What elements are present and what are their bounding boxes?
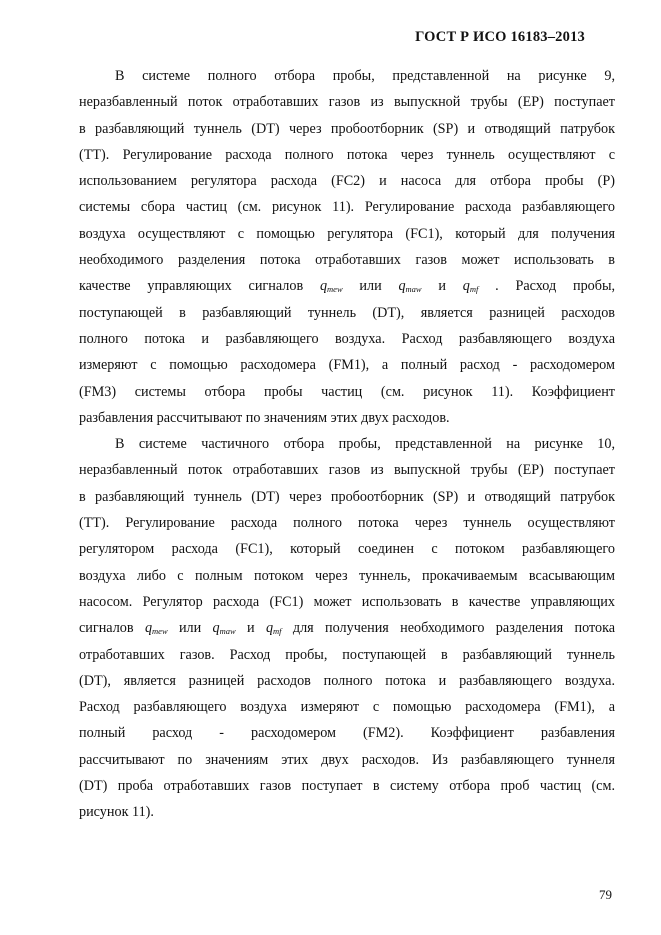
text-line: измеряют с помощью расходомера (FM1), а полный расход - расходомером [79, 357, 615, 374]
text-line: рисунок 11). [79, 804, 154, 821]
symbol-q-mew [145, 620, 168, 636]
page-number: 79 [599, 887, 612, 902]
text-line: полного потока и разбавляющего воздуха. Расход разбавляющего воздуха [79, 330, 615, 347]
text-line: В системе частичного отбора пробы, представленной на рисунке 10, [115, 436, 615, 453]
text-line [79, 615, 615, 641]
symbol-q-maw [213, 620, 236, 636]
text-line: (DT) проба отработавших газов поступает в систему отбора проб частиц (см. [79, 778, 615, 795]
symbol-letter: q [144, 620, 153, 637]
symbol-letter: q [212, 620, 220, 637]
text-line: В системе полного отбора пробы, представленной на рисунке 9, [115, 68, 615, 84]
paragraph-full-flow-sampling [79, 63, 615, 431]
symbol-subscript: mf [273, 626, 282, 637]
inline-text: или [178, 620, 202, 637]
text-line: регулятором расхода (FC1), который соединен с потоком разбавляющего [79, 541, 615, 558]
symbol-q-mew [320, 278, 343, 294]
inline-text: для получения необходимого разделения потока [292, 620, 616, 637]
inline-text: . Расход пробы, [495, 278, 616, 295]
symbol-q-mf [266, 620, 282, 636]
inline-text: или [359, 278, 382, 295]
text-line: воздуха либо с полным потоком через туннель, прокачиваемым всасывающим [79, 567, 615, 584]
text-line: в разбавляющий туннель (DT) через пробоотборник (SP) и отводящий патрубок [79, 488, 615, 505]
text-line: необходимого разделения потока отработавших газов может использовать в [79, 252, 615, 269]
text-line: рассчитывают по значениям этих двух расходов. Из разбавляющего туннеля [79, 751, 615, 768]
text-line [79, 273, 615, 299]
text-line: в разбавляющий туннель (DT) через пробоотборник (SP) и отводящий патрубок [79, 120, 615, 137]
symbol-subscript: mew [327, 284, 343, 295]
text-line: насосом. Регулятор расхода (FC1) может использовать в качестве управляющих [79, 593, 615, 610]
document-header: ГОСТ Р ИСО 16183–2013 [415, 29, 585, 45]
symbol-subscript: maw [405, 284, 422, 295]
text-line: (FM3) системы отбора пробы частиц (см. рисунок 11). Коэффициент [79, 383, 615, 400]
inline-text: сигналов [79, 620, 134, 637]
symbol-subscript: mew [152, 626, 168, 637]
symbol-q-maw [398, 278, 421, 294]
symbol-letter: q [319, 278, 328, 295]
text-line: (TT). Регулирование расхода полного потока через туннель осуществляют с [79, 146, 615, 163]
inline-text: и [438, 278, 446, 295]
text-line: неразбавленный поток отработавших газов из выпускной трубы (EP) поступает [79, 462, 615, 479]
text-line: полный расход - расходомером (FM2). Коэффициент разбавления [79, 725, 615, 742]
text-line: воздуха осуществляют с помощью регулятора (FC1), который для получения [79, 225, 615, 242]
text-line: Расход разбавляющего воздуха измеряют с помощью расходомера (FM1), а [79, 699, 615, 716]
document-body [79, 63, 615, 826]
text-line: разбавления рассчитывают по значениям этих двух расходов. [79, 409, 450, 426]
symbol-letter: q [398, 278, 406, 295]
symbol-subscript: mf [469, 284, 479, 295]
text-line: использованием регулятора расхода (FC2) и насоса для отбора пробы (P) [79, 173, 615, 190]
inline-text: качестве управляющих сигналов [79, 278, 304, 295]
text-line: поступающей в разбавляющий туннель (DT), является разницей расходов [79, 304, 615, 321]
text-line: неразбавленный поток отработавших газов из выпускной трубы (EP) поступает [79, 94, 615, 111]
text-line: (DT), является разницей расходов полного потока и разбавляющего воздуха. [79, 672, 615, 689]
symbol-subscript: maw [219, 626, 236, 637]
text-line: системы сбора частиц (см. рисунок 11). Регулирование расхода разбавляющего [79, 199, 615, 216]
symbol-letter: q [462, 278, 470, 295]
text-line: (TT). Регулирование расхода полного потока через туннель осуществляют [79, 515, 615, 532]
inline-text: и [247, 620, 255, 637]
symbol-letter: q [265, 620, 274, 637]
text-line: отработавших газов. Расход пробы, поступающей в разбавляющий туннель [79, 646, 615, 663]
symbol-q-mf [463, 278, 479, 294]
paragraph-partial-flow-sampling [79, 431, 615, 825]
